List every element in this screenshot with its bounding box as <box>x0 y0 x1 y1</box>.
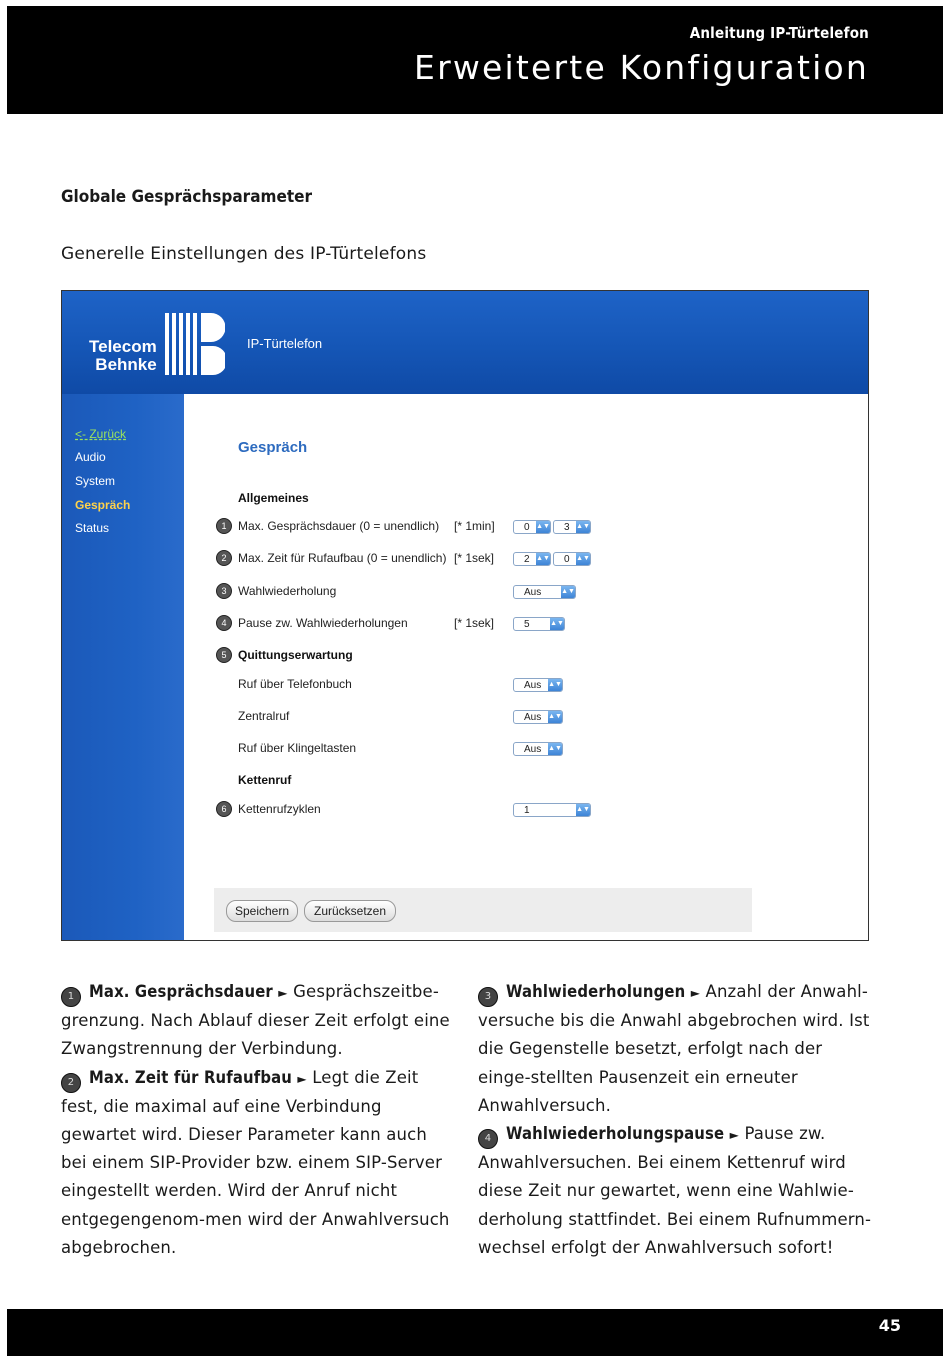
button-bar <box>214 888 752 932</box>
select-value: 0 <box>564 554 570 565</box>
phonebook-ack-select[interactable] <box>513 678 563 692</box>
arrow-right-icon: ► <box>690 986 701 1000</box>
group-heading-ack: Quittungserwartung <box>238 648 353 662</box>
row-label: Max. Zeit für Rufaufbau (0 = unendlich) <box>238 551 447 565</box>
web-ui-screenshot <box>61 290 869 941</box>
row-number-badge: 2 <box>216 550 232 566</box>
select-value: 2 <box>524 554 530 565</box>
chevron-down-icon: ▲▼ <box>576 804 590 816</box>
term-max-duration: Max. Gesprächsdauer <box>89 982 273 1001</box>
chevron-down-icon: ▲▼ <box>548 711 562 723</box>
bell-button-ack-select[interactable] <box>513 742 563 756</box>
redial-select[interactable] <box>513 585 576 599</box>
row-label: Pause zw. Wahlwiederholungen <box>238 616 408 630</box>
header-title: Erweiterte Konfiguration <box>414 48 869 87</box>
select-value: 1 <box>524 805 530 816</box>
desc-redial: Anzahl der Anwahl-versuche bis die Anwahl abgebrochen wird. Ist die Gegenstelle besetzt, erfolgt nach der einge-stellten Pausenzeit ein erneuter Anwahlversuch. <box>478 982 870 1115</box>
row-number-badge: 1 <box>216 518 232 534</box>
nav-item-status[interactable]: Status <box>75 521 110 535</box>
page-number: 45 <box>878 1316 901 1335</box>
row-label: Zentralruf <box>238 709 290 723</box>
chevron-down-icon: ▲▼ <box>576 553 590 565</box>
row-label: Max. Gesprächsdauer (0 = unendlich) <box>238 519 440 533</box>
app-title: IP-Türtelefon <box>247 336 323 351</box>
section-subtitle: Generelle Einstellungen des IP-Türtelefons <box>61 244 427 264</box>
header-subtitle: Anleitung IP-Türtelefon <box>689 24 869 42</box>
arrow-right-icon: ► <box>729 1128 740 1143</box>
group-heading-general: Allgemeines <box>238 491 309 505</box>
max-duration-select-2[interactable] <box>553 520 591 534</box>
item-number-badge: 1 <box>61 987 81 1007</box>
central-call-ack-select[interactable] <box>513 710 563 724</box>
chevron-down-icon: ▲▼ <box>576 521 590 533</box>
item-number-badge: 3 <box>478 987 498 1007</box>
nav-back-link[interactable]: <- Zurück <box>75 427 127 441</box>
select-value: Aus <box>524 680 542 691</box>
row-unit: [* 1sek] <box>454 551 495 565</box>
group-heading-chain: Kettenruf <box>238 773 292 787</box>
chevron-down-icon: ▲▼ <box>548 743 562 755</box>
row-label: Ruf über Klingeltasten <box>238 741 357 755</box>
web-ui-header <box>62 291 868 394</box>
row-unit: [* 1sek] <box>454 616 495 630</box>
section-title: Globale Gesprächsparameter <box>61 187 313 207</box>
item-number-badge: 2 <box>61 1073 81 1093</box>
chevron-down-icon: ▲▼ <box>548 679 562 691</box>
call-setup-select-1[interactable] <box>513 552 551 566</box>
sidebar-nav <box>62 394 184 940</box>
row-number-badge: 4 <box>216 615 232 631</box>
term-redial-pause: Wahlwiederholungspause <box>506 1124 725 1144</box>
arrow-right-icon: ► <box>278 986 288 1000</box>
desc-max-duration: Gesprächszeitbe-grenzung. Nach Ablauf dieser Zeit erfolgt eine Zwangstrennung der Verbindung. <box>61 982 450 1059</box>
select-value: 5 <box>524 619 530 630</box>
chevron-down-icon: ▲▼ <box>550 618 564 630</box>
term-redial: Wahlwiederholungen <box>506 982 686 1001</box>
chevron-down-icon: ▲▼ <box>561 586 575 598</box>
chain-cycles-select[interactable] <box>513 803 591 817</box>
save-button[interactable]: Speichern <box>226 900 298 922</box>
reset-button[interactable]: Zurücksetzen <box>304 900 396 922</box>
logo-line-2: Behnke <box>95 355 157 374</box>
nav-item-audio[interactable]: Audio <box>75 450 106 464</box>
redial-pause-select[interactable] <box>513 617 565 631</box>
row-number-badge: 6 <box>216 801 232 817</box>
row-number-badge: 5 <box>216 647 232 663</box>
settings-panel <box>184 394 868 940</box>
logo-line-1: Telecom <box>89 337 157 356</box>
body-column-left <box>61 978 456 1262</box>
logo-text <box>89 338 157 374</box>
term-call-setup: Max. Zeit für Rufaufbau <box>89 1067 293 1087</box>
body-column-right <box>478 978 873 1262</box>
arrow-right-icon: ► <box>297 1071 307 1086</box>
row-number-badge: 3 <box>216 583 232 599</box>
item-number-badge: 4 <box>478 1129 498 1149</box>
header-bar <box>7 6 943 114</box>
chevron-down-icon: ▲▼ <box>536 553 550 565</box>
select-value: Aus <box>524 587 542 598</box>
desc-redial-pause: Pause zw. Anwahlversuchen. Bei einem Kettenruf wird diese Zeit nur gewartet, wenn eine Wahlwie-derholung stattfindet. Bei einem Rufnummern-wechsel erfolgt der Anwahlversuch sofort! <box>478 1124 872 1257</box>
desc-call-setup: Legt die Zeit fest, die maximal auf eine Verbindung gewartet wird. Dieser Parameter kann auch bei einem SIP-Provider bzw. einem SIP-Server eingestellt werden. Wird der Anruf nicht entgegengenom-men wird der Anwahlversuch abgebrochen. <box>61 1067 450 1257</box>
select-value: 0 <box>524 522 530 533</box>
nav-item-system[interactable]: System <box>75 474 116 488</box>
row-unit: [* 1min] <box>454 519 495 533</box>
call-setup-select-2[interactable] <box>553 552 591 566</box>
max-duration-select-1[interactable] <box>513 520 551 534</box>
footer-bar <box>7 1309 943 1356</box>
nav-item-gespraech[interactable]: Gespräch <box>75 498 131 512</box>
chevron-down-icon: ▲▼ <box>536 521 550 533</box>
select-value: Aus <box>524 712 542 723</box>
row-label: Ruf über Telefonbuch <box>238 677 352 691</box>
row-label: Wahlwiederholung <box>238 584 337 598</box>
panel-title: Gespräch <box>238 439 308 456</box>
logo-icon <box>165 313 225 375</box>
row-label: Kettenrufzyklen <box>238 802 321 816</box>
select-value: Aus <box>524 744 542 755</box>
select-value: 3 <box>564 522 570 533</box>
